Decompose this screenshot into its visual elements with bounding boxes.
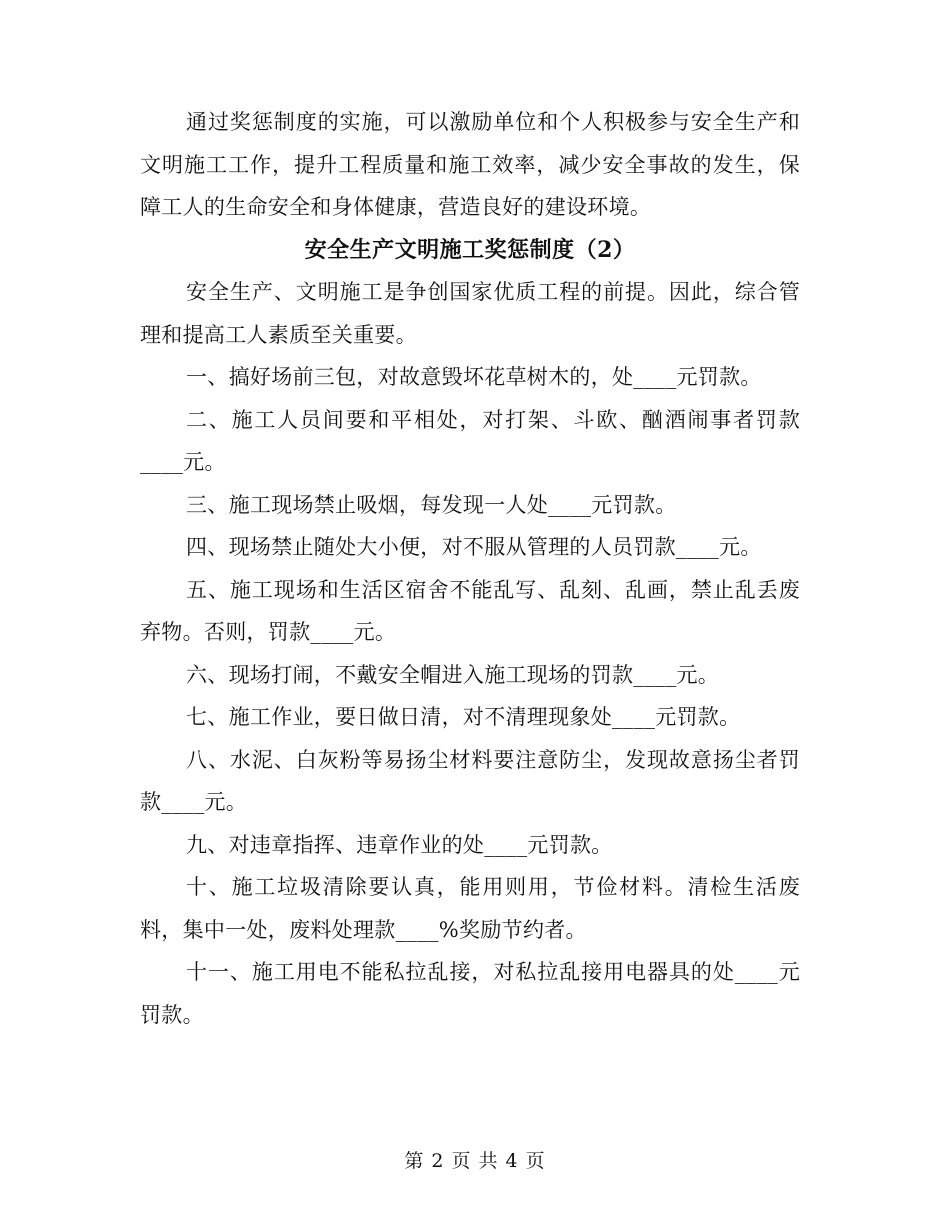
- section-title: 安全生产文明施工奖惩制度（2）: [304, 236, 636, 263]
- paragraph-preamble: 安全生产、文明施工是争创国家优质工程的前提。因此，综合管理和提高工人素质至关重要。: [140, 280, 800, 347]
- rule-item-3: 三、施工现场禁止吸烟，每发现一人处____元罚款。: [186, 492, 677, 517]
- rule-item-9: 九、对违章指挥、违章作业的处____元罚款。: [186, 832, 613, 857]
- rule-item-8: 八、水泥、白灰粉等易扬尘材料要注意防尘，发现故意扬尘者罚款____元。: [140, 747, 800, 814]
- rule-item-2: 二、施工人员间要和平相处，对打架、斗欧、酗酒闹事者罚款____元。: [140, 407, 800, 474]
- rule-item-4: 四、现场禁止随处大小便，对不服从管理的人员罚款____元。: [186, 535, 762, 559]
- rule-item-1: 一、搞好场前三包，对故意毁坏花草树木的，处____元罚款。: [186, 365, 762, 389]
- rule-item-5: 五、施工现场和生活区宿舍不能乱写、乱刻、乱画，禁止乱丢废弃物。否则，罚款____元。: [140, 577, 800, 644]
- rule-item-10: 十、施工垃圾清除要认真，能用则用，节俭材料。清检生活废料，集中一处，废料处理款____%奖励节约者。: [140, 875, 800, 942]
- page-number-footer: 第 2 页 共 4 页: [404, 1150, 546, 1172]
- rule-item-6: 六、现场打闹，不戴安全帽进入施工现场的罚款____元。: [186, 662, 720, 687]
- document-body: [140, 101, 800, 1036]
- rule-item-11: 十一、施工用电不能私拉乱接，对私拉乱接用电器具的处____元罚款。: [140, 960, 800, 1027]
- rule-item-7: 七、施工作业，要日做日清，对不清理现象处____元罚款。: [186, 705, 741, 729]
- intro-paragraph: 通过奖惩制度的实施，可以激励单位和个人积极参与安全生产和文明施工工作，提升工程质量和施工效率，减少安全事故的发生，保障工人的生命安全和身体健康，营造良好的建设环境。: [140, 110, 800, 219]
